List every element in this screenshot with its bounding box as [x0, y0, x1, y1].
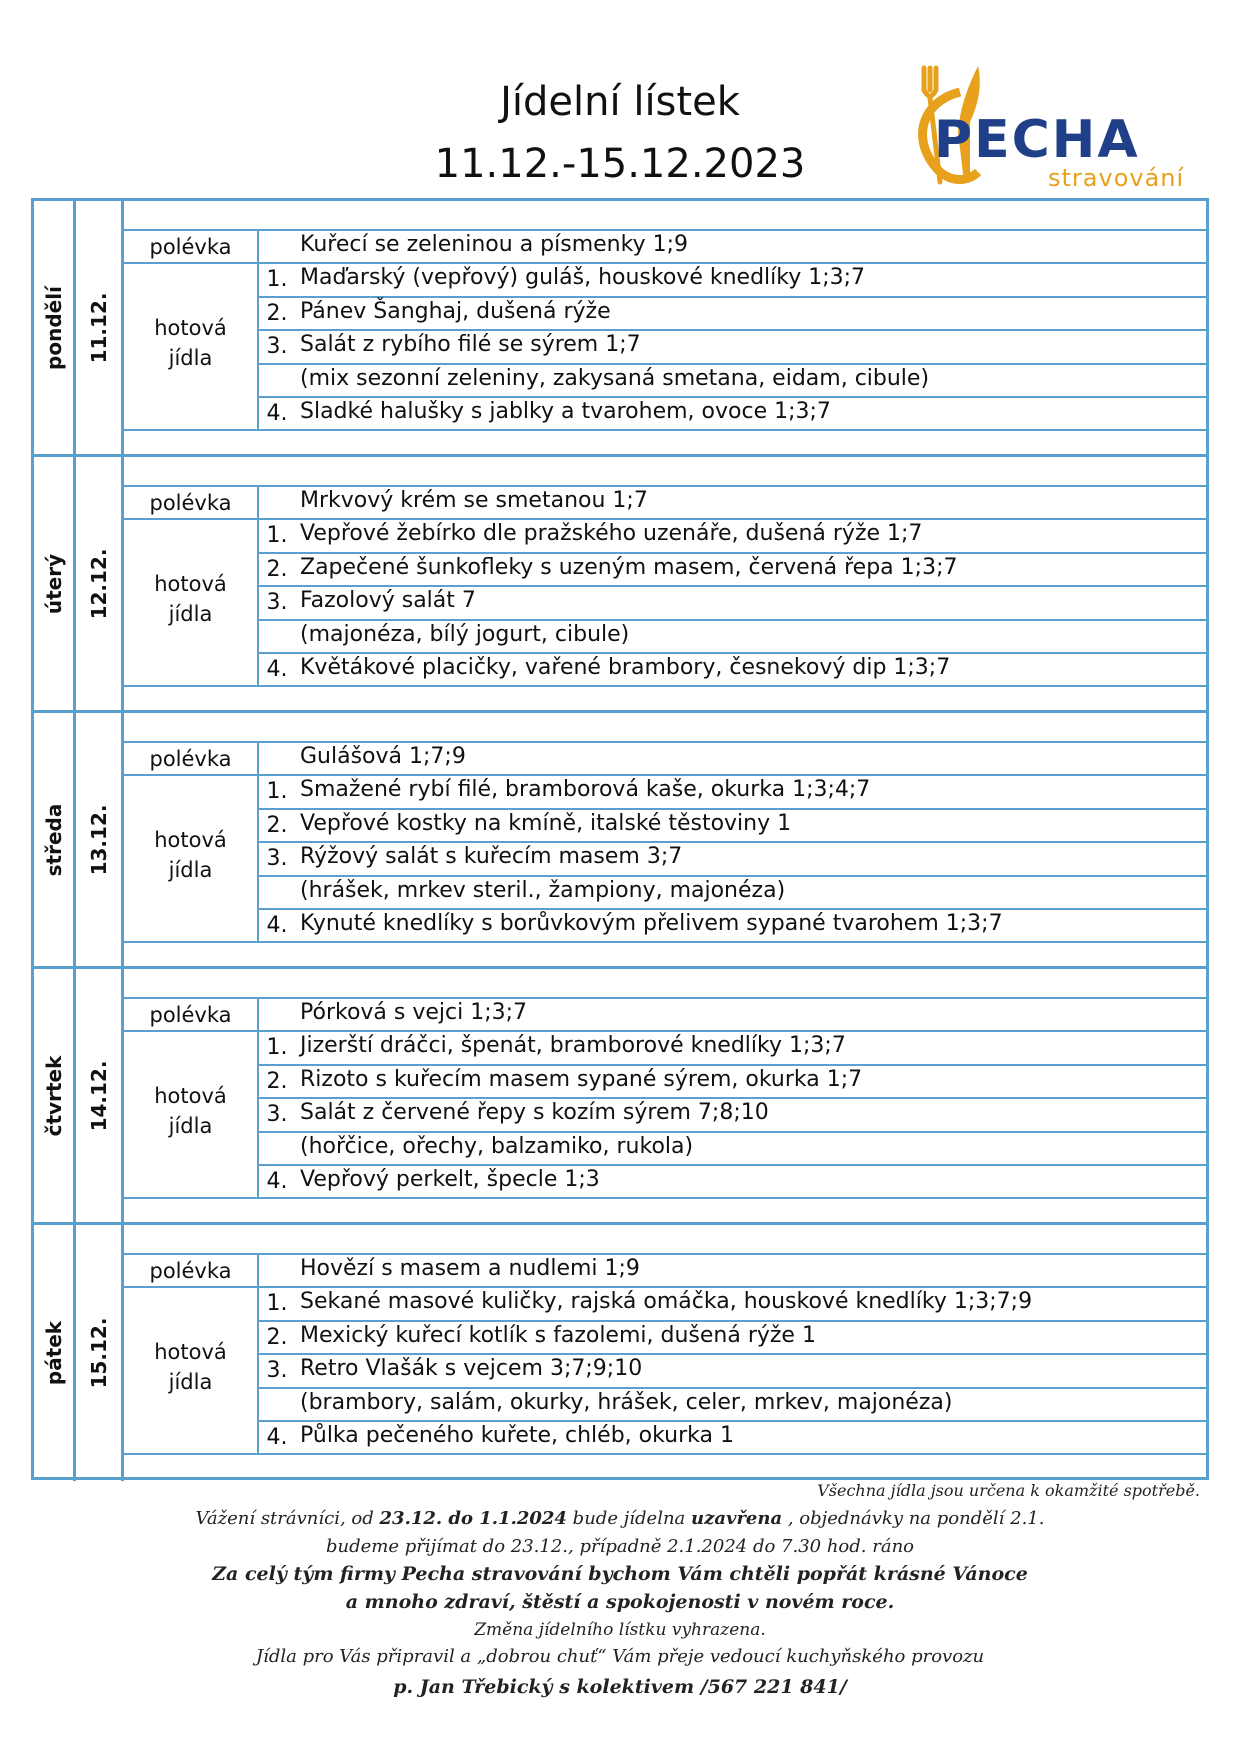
date-cell: [76, 969, 124, 1222]
meal-number: 2.: [266, 1324, 288, 1350]
footer-line-4: a mnoho zdraví, štěstí a spokojenosti v novém roce.: [345, 1591, 895, 1613]
soup-item: Hovězí s masem a nudlemi 1;9: [300, 1256, 640, 1281]
meal-number: 1.: [266, 523, 288, 549]
soup-item: Gulášová 1;7;9: [300, 744, 466, 769]
meal-number: 3.: [266, 1358, 288, 1384]
meal-item: Mexický kuřecí kotlík s fazolemi, dušená rýže 1: [300, 1322, 816, 1348]
meal-item: Sekané masové kuličky, rajská omáčka, houskové knedlíky 1;3;7;9: [300, 1289, 1033, 1315]
day-rows: [124, 713, 1206, 966]
meal-number: 1.: [266, 779, 288, 805]
soup-item: Pórková s vejci 1;3;7: [300, 1000, 528, 1025]
footer-line-5: Změna jídelního lístku vyhrazena.: [474, 1620, 766, 1640]
meal-item: Smažené rybí filé, bramborová kaše, okurka 1;3;4;7: [300, 777, 871, 803]
day-date: 15.12.: [86, 1317, 111, 1389]
soup-item: Kuřecí se zeleninou a písmenky 1;9: [300, 232, 688, 257]
footer-line-7: p. Jan Třebický s kolektivem /567 221 841/: [393, 1676, 847, 1698]
meal-item: Vepřové žebírko dle pražského uzenáře, dušená rýže 1;7: [300, 521, 923, 547]
meal-number: 1.: [266, 1035, 288, 1061]
day-date: 11.12.: [86, 292, 111, 363]
meal-number: 4.: [266, 1169, 288, 1194]
meal-item: Půlka pečeného kuřete, chléb, okurka 1: [300, 1423, 734, 1448]
day-block: [34, 713, 1206, 969]
date-cell: [76, 457, 124, 710]
meal-item: Květákové placičky, vařené brambory, česnekový dip 1;3;7: [300, 655, 951, 680]
meals-label-1: hotová: [154, 827, 227, 852]
day-date: 13.12.: [86, 804, 111, 875]
meal-number: 3.: [266, 846, 288, 872]
meal-number: 3.: [266, 590, 288, 616]
logo-sub: stravování: [1048, 164, 1185, 192]
date-range: 11.12.-15.12.2023: [434, 141, 806, 187]
meals-label-2: jídla: [168, 1369, 213, 1394]
meal-number: 4.: [266, 401, 288, 426]
meal-number: 2.: [266, 300, 288, 326]
meal-number: 2.: [266, 1068, 288, 1094]
meal-item: (hořčice, ořechy, balzamiko, rukola): [300, 1133, 694, 1159]
day-rows: [124, 201, 1206, 454]
meal-number: 4.: [266, 657, 288, 682]
soup-label: polévka: [149, 235, 232, 259]
meals-label-1: hotová: [154, 1083, 227, 1108]
meals-label-2: jídla: [168, 345, 213, 370]
meal-item: Jizerští dráčci, špenát, bramborové knedlíky 1;3;7: [300, 1033, 846, 1059]
day-block: [34, 457, 1206, 713]
meal-number: 1.: [266, 1291, 288, 1317]
day-name-cell: [34, 457, 76, 710]
meal-number: 4.: [266, 913, 288, 938]
meal-item: Rýžový salát s kuřecím masem 3;7: [300, 844, 683, 870]
soup-label: polévka: [149, 1003, 232, 1027]
meals-label-2: jídla: [168, 857, 213, 882]
footer-line-3: Za celý tým firmy Pecha stravování bychom Vám chtěli popřát krásné Vánoce: [212, 1563, 1028, 1585]
pecha-logo: [900, 62, 1185, 192]
meal-item: Sladké halušky s jablky a tvarohem, ovoce 1;3;7: [300, 399, 831, 424]
meals-label-1: hotová: [154, 315, 227, 340]
meal-item: Fazolový salát 7: [300, 588, 476, 614]
soup-label: polévka: [149, 1259, 232, 1283]
soup-item: Mrkvový krém se smetanou 1;7: [300, 488, 648, 513]
soup-label: polévka: [149, 491, 232, 515]
day-name: čtvrtek: [41, 1055, 66, 1136]
day-date: 12.12.: [86, 548, 111, 619]
meal-item: Pánev Šanghaj, dušená rýže: [300, 298, 611, 324]
menu-table: [31, 198, 1209, 1480]
meal-item: (majonéza, bílý jogurt, cibule): [300, 621, 630, 647]
meals-label-1: hotová: [154, 1339, 227, 1364]
meals-label-1: hotová: [154, 571, 227, 596]
day-name-cell: [34, 713, 76, 966]
footer-line-1: Vážení strávníci, od 23.12. do 1.1.2024 bude jídelna uzavřena , objednávky na pondělí 2.1.: [195, 1508, 1045, 1529]
meal-item: Retro Vlašák s vejcem 3;7;9;10: [300, 1356, 643, 1382]
meal-item: (hrášek, mrkev steril., žampiony, majonéza): [300, 877, 786, 903]
meal-item: (mix sezonní zeleniny, zakysaná smetana, eidam, cibule): [300, 365, 930, 391]
day-name: pátek: [41, 1320, 66, 1386]
footer-note: Všechna jídla jsou určena k okamžité spotřebě.: [817, 1481, 1200, 1500]
meal-number: 1.: [266, 267, 288, 293]
day-name-cell: [34, 969, 76, 1222]
footer-line-2: budeme přijímat do 23.12., případně 2.1.2024 do 7.30 hod. ráno: [325, 1536, 915, 1557]
soup-label: polévka: [149, 747, 232, 771]
day-name: úterý: [41, 553, 66, 614]
meal-item: (brambory, salám, okurky, hrášek, celer, mrkev, majonéza): [300, 1389, 953, 1415]
date-cell: [76, 1225, 124, 1481]
meal-item: Vepřový perkelt, špecle 1;3: [300, 1167, 600, 1192]
day-date: 14.12.: [86, 1060, 111, 1131]
day-name: středa: [41, 803, 66, 876]
meal-item: Rizoto s kuřecím masem sypané sýrem, okurka 1;7: [300, 1066, 863, 1092]
meal-number: 3.: [266, 1102, 288, 1128]
meal-number: 3.: [266, 334, 288, 360]
meal-item: Zapečené šunkofleky s uzeným masem, červená řepa 1;3;7: [300, 554, 958, 580]
meals-label-2: jídla: [168, 1113, 213, 1138]
date-cell: [76, 713, 124, 966]
page-title: Jídelní lístek: [500, 79, 740, 125]
day-name: pondělí: [41, 285, 66, 370]
day-block: [34, 201, 1206, 457]
meal-item: Kynuté knedlíky s borůvkovým přelivem sypané tvarohem 1;3;7: [300, 911, 1003, 936]
meal-item: Salát z rybího filé se sýrem 1;7: [300, 332, 641, 358]
logo-brand: PECHA: [934, 110, 1140, 170]
day-block: [34, 1225, 1206, 1481]
meal-item: Salát z červené řepy s kozím sýrem 7;8;10: [300, 1100, 769, 1126]
meal-item: Maďarský (vepřový) guláš, houskové knedlíky 1;3;7: [300, 265, 866, 291]
day-rows: [124, 969, 1206, 1222]
meal-number: 2.: [266, 556, 288, 582]
meal-item: Vepřové kostky na kmíně, italské těstoviny 1: [300, 810, 792, 836]
day-block: [34, 969, 1206, 1225]
meal-number: 4.: [266, 1425, 288, 1450]
meal-number: 2.: [266, 812, 288, 838]
date-cell: [76, 201, 124, 454]
day-rows: [124, 1225, 1206, 1481]
meals-label-2: jídla: [168, 601, 213, 626]
day-rows: [124, 457, 1206, 710]
day-name-cell: [34, 201, 76, 454]
footer-line-6: Jídla pro Vás připravil a „dobrou chuť“ Vám přeje vedoucí kuchyňského provozu: [255, 1646, 985, 1667]
day-name-cell: [34, 1225, 76, 1481]
